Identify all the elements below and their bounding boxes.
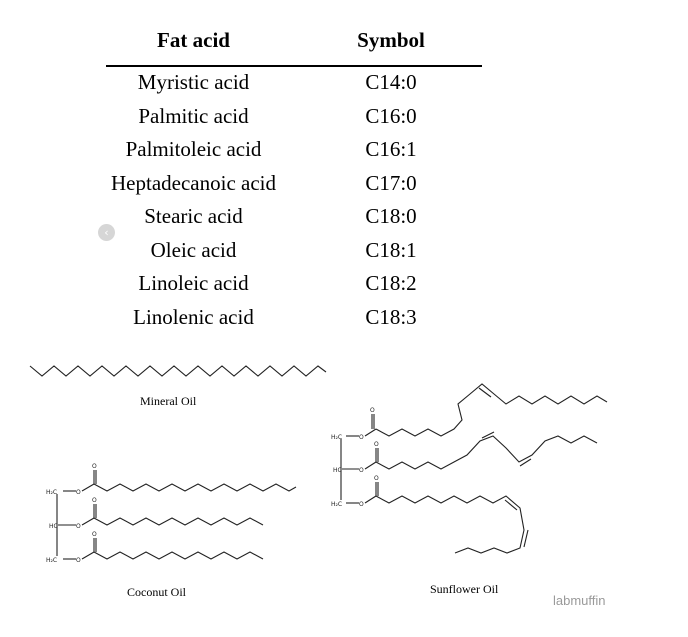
fat-acid-name: Palmitic acid [138,103,249,128]
atom-label-o: O [92,531,97,538]
atom-label-o: O [92,463,97,470]
atom-label-o: O [370,407,375,414]
watermark: labmuffin [553,593,606,608]
fat-acid-symbol: C18:1 [365,237,417,262]
sunflower-oil-structure [331,384,607,553]
fat-acid-symbol: C16:1 [365,137,417,161]
fat-acid-symbol: C18:0 [365,204,417,228]
header-fat-acid: Fat acid [157,28,230,52]
fat-acid-name: Stearic acid [144,204,243,228]
fat-acid-name: Oleic acid [150,237,237,262]
fat-acid-name: Heptadecanoic acid [111,170,276,195]
atom-label-o: O [76,557,81,564]
atom-label-h2c: H₂C [331,501,343,508]
atom-label-o: O [374,475,379,482]
atom-label-h2c: H₂C [46,489,58,496]
atom-label-o: O [76,523,81,530]
fat-acid-name: Linolenic acid [133,304,254,329]
mineral-oil-caption: Mineral Oil [140,394,197,408]
atom-label-o: O [374,441,379,448]
atom-label-o: O [76,489,81,496]
sunflower-oil-caption: Sunflower Oil [430,582,499,596]
coconut-oil-caption: Coconut Oil [127,585,186,599]
chevron-left-icon[interactable]: ‹ [98,224,115,241]
fat-acid-symbol: C14:0 [365,70,417,94]
mineral-oil-structure [30,366,326,376]
atom-label-hc: HC [333,467,342,474]
header-symbol: Symbol [357,28,425,52]
coconut-oil-structure [46,463,296,564]
fat-acid-symbol: C18:2 [365,271,417,295]
atom-label-h2c: H₂C [331,434,343,441]
fat-acid-name: Myristic acid [137,70,250,94]
atom-label-h2c: H₂C [46,557,58,564]
atom-label-o: O [92,497,97,504]
fat-acid-name: Linoleic acid [138,271,249,295]
atom-label-o: O [359,434,364,441]
fat-acid-symbol: C16:0 [365,103,417,128]
fat-acid-name: Palmitoleic acid [125,137,262,161]
atom-label-o: O [359,501,364,508]
atom-label-o: O [359,467,364,474]
atom-label-hc: HC [49,523,58,530]
fat-acid-symbol: C18:3 [365,304,417,329]
fat-acid-symbol: C17:0 [365,170,417,195]
